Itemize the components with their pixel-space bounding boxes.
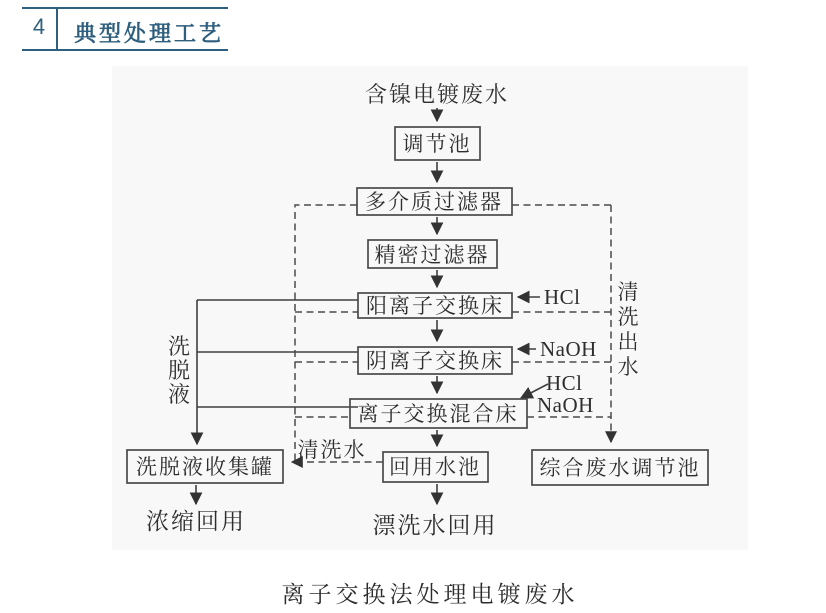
figure-caption: 离子交换法处理电镀废水: [281, 582, 579, 607]
label-rinse-reuse: 漂洗水回用: [372, 513, 498, 538]
flow-diagram-panel: [112, 66, 748, 550]
header-divider: [56, 8, 58, 49]
label-eluent-tank: 洗脱液收集罐: [136, 455, 274, 479]
section-number: 4: [32, 14, 46, 39]
dashed-cleaning-water-riser: [295, 205, 357, 462]
label-multimedia-filter: 多介质过滤器: [365, 190, 503, 214]
label-cation-bed: 阳离子交换床: [366, 294, 504, 318]
label-mixed-bed: 离子交换混合床: [357, 402, 519, 426]
label-eluent-stream: 洗脱液: [167, 334, 193, 407]
label-cleaning-water-stream: 清洗水: [297, 438, 367, 462]
label-precision-filter: 精密过滤器: [374, 243, 490, 267]
header-top-rule: [22, 7, 228, 9]
label-naoh-mixed: NaOH: [537, 393, 594, 417]
label-hcl-mixed: HCl: [546, 371, 583, 395]
label-hcl-cation: HCl: [544, 285, 581, 309]
flow-diagram: [112, 66, 748, 550]
source-water-label: 含镍电镀废水: [364, 82, 510, 107]
label-naoh-anion: NaOH: [540, 337, 597, 361]
header-bottom-rule: [22, 49, 228, 51]
label-anion-bed: 阴离子交换床: [366, 349, 504, 373]
label-concentrate-reuse: 浓缩回用: [146, 509, 246, 534]
label-reuse-tank: 回用水池: [389, 455, 481, 479]
label-adjustment-tank: 调节池: [402, 132, 472, 156]
section-title: 典型处理工艺: [74, 21, 225, 46]
label-comprehensive-tank: 综合废水调节池: [539, 456, 701, 480]
label-cleaning-outlet-stream: 清洗出水: [617, 280, 641, 379]
